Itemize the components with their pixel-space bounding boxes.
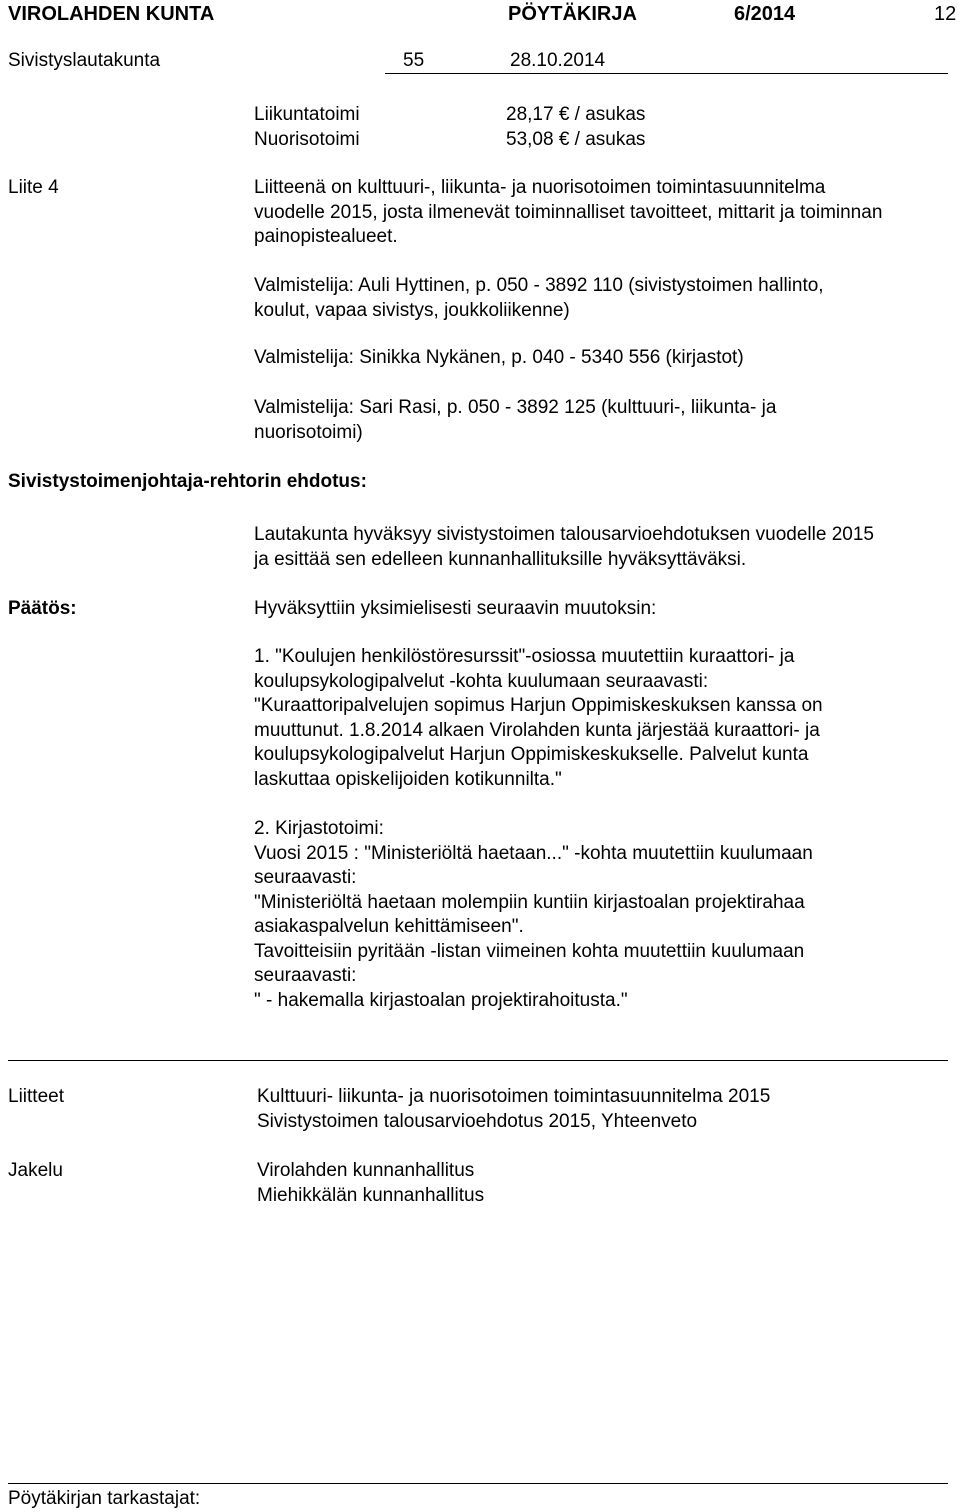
- list-item: Sivistystoimen talousarvioehdotus 2015, Yhteenveto: [257, 1110, 698, 1132]
- distribution-list: [257, 1159, 484, 1208]
- section-number: 55: [403, 50, 425, 71]
- preparer-2: [254, 346, 744, 371]
- preparer-3: [254, 396, 776, 445]
- paragraph-line: ja esittää sen edelleen kunnanhallituksille hyväksyttäväksi.: [254, 548, 747, 570]
- paragraph-line: Tavoitteisiin pyritään -listan viimeinen kohta muutettiin kuulumaan: [254, 940, 805, 962]
- header-divider: [385, 73, 948, 74]
- attachment-description: [254, 176, 882, 250]
- paragraph-line: seuraavasti:: [254, 867, 357, 888]
- paragraph-line: painopistealueet.: [254, 226, 398, 247]
- list-item: Kulttuuri- liikunta- ja nuorisotoimen toimintasuunnitelma 2015: [257, 1086, 771, 1107]
- proposal-heading: Sivistystoimenjohtaja-rehtorin ehdotus:: [8, 471, 367, 492]
- list-item: Miehikkälän kunnanhallitus: [257, 1184, 485, 1206]
- paragraph-line: Valmistelija: Auli Hyttinen, p. 050 - 3892 110 (sivistystoimen hallinto,: [254, 275, 824, 296]
- paragraph-line: Valmistelija: Sinikka Nykänen, p. 040 - 5340 556 (kirjastot): [254, 347, 744, 368]
- page-number: 12: [934, 3, 957, 25]
- paragraph-line: "Ministeriöltä haetaan molempiin kuntiin kirjastoalan projektirahaa: [254, 891, 805, 913]
- decision-item-1: [254, 645, 823, 792]
- cost-label: Liikuntatoimi: [254, 104, 360, 125]
- paragraph-line: koulut, vapaa sivistys, joukkoliikenne): [254, 299, 570, 321]
- paragraph-line: koulupsykologipalvelut -kohta kuulumaan seuraavasti:: [254, 670, 709, 692]
- cost-labels: [254, 103, 360, 152]
- paragraph-line: nuorisotoimi): [254, 421, 363, 443]
- proposal-text: [254, 523, 874, 572]
- decision-intro: Hyväksyttiin yksimielisesti seuraavin muutoksin:: [254, 598, 657, 619]
- paragraph-line: seuraavasti:: [254, 965, 357, 986]
- paragraph-line: koulupsykologipalvelut Harjun Oppimiskeskukselle. Palvelut kunta: [254, 744, 809, 765]
- paragraph-line: 2. Kirjastotoimi:: [254, 818, 384, 839]
- paragraph-line: Vuosi 2015 : "Ministeriöltä haetaan..." -kohta muutettiin kuulumaan: [254, 842, 813, 864]
- organization-name: VIROLAHDEN KUNTA: [8, 3, 215, 25]
- list-item: Virolahden kunnanhallitus: [257, 1160, 475, 1181]
- preparer-1: [254, 274, 824, 323]
- cost-value: 28,17 € / asukas: [506, 104, 646, 125]
- section-divider: [8, 1060, 948, 1061]
- minutes-checkers-label: Pöytäkirjan tarkastajat:: [8, 1488, 201, 1509]
- paragraph-line: 1. "Koulujen henkilöstöresurssit"-osiossa muutettiin kuraattori- ja: [254, 646, 795, 667]
- paragraph-line: " - hakemalla kirjastoalan projektirahoitusta.": [254, 989, 628, 1011]
- cost-value: 53,08 € / asukas: [506, 128, 646, 150]
- issue-number: 6/2014: [734, 3, 796, 25]
- paragraph-line: Valmistelija: Sari Rasi, p. 050 - 3892 125 (kulttuuri-, liikunta- ja: [254, 397, 777, 418]
- paragraph-line: Lautakunta hyväksyy sivistystoimen talousarvioehdotuksen vuodelle 2015: [254, 524, 874, 545]
- cost-label: Nuorisotoimi: [254, 128, 360, 150]
- paragraph-line: asiakaspalvelun kehittämiseen".: [254, 916, 524, 937]
- paragraph-line: laskuttaa opiskelijoiden kotikunnilta.": [254, 768, 562, 790]
- attachments-label: Liitteet: [8, 1086, 64, 1107]
- footer-divider: [8, 1483, 948, 1484]
- board-name: Sivistyslautakunta: [8, 50, 161, 71]
- document-type: PÖYTÄKIRJA: [508, 3, 637, 25]
- attachments-list: [257, 1085, 770, 1134]
- cost-values: [506, 103, 645, 152]
- paragraph-line: muuttunut. 1.8.2014 alkaen Virolahden kunta järjestää kuraattori- ja: [254, 719, 820, 741]
- paragraph-line: vuodelle 2015, josta ilmenevät toiminnalliset tavoitteet, mittarit ja toiminnan: [254, 201, 883, 223]
- paragraph-line: "Kuraattoripalvelujen sopimus Harjun Oppimiskeskuksen kanssa on: [254, 695, 823, 716]
- attachment-label: Liite 4: [8, 177, 59, 198]
- paragraph-line: Liitteenä on kulttuuri-, liikunta- ja nuorisotoimen toimintasuunnitelma: [254, 177, 826, 198]
- decision-item-2: [254, 817, 813, 1013]
- meeting-date: 28.10.2014: [510, 50, 606, 71]
- decision-heading: Päätös:: [8, 598, 77, 619]
- distribution-label: Jakelu: [8, 1160, 63, 1181]
